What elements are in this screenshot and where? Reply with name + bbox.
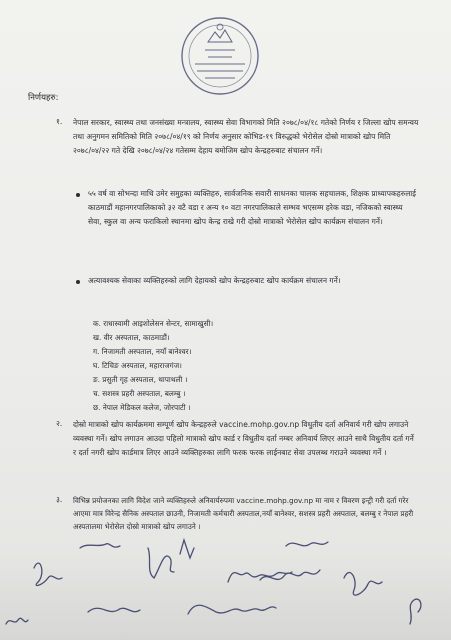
- list-item: छ. नेपाल मेडिकल कलेज, जोरपाटी ।: [93, 403, 191, 412]
- vaccination-centers-list: [93, 317, 213, 415]
- signature: [344, 573, 382, 596]
- signature: [80, 544, 120, 548]
- decision-paragraph: विभिन्न प्रयोजनका लागि विदेश जाने व्यक्तिहरुले अनिवार्यरुपमा vaccine.mohp.gov.np मा नाम र विवरण इन्ट्री गरी दर्ता गरेर आएमा मात्र विरेन्द्र सैनिक अस्पताल छाउनी, निजामती कर्मचारी अस्पताल,नयाँ बानेश्वर, सशस्त्र प्रहरी अस्पताल, बलम्बु र नेपाल प्रहरी अस्पतालमा भेरोसेल दोस्रो मात्राको खोप लगाउने ।: [73, 496, 414, 531]
- bullet-icon: [76, 193, 80, 197]
- list-item: क. राधास्वामी आइशोलेसन सेन्टर, सामाखुसी।: [93, 319, 214, 328]
- signature: [88, 608, 140, 612]
- decisions-heading: निर्णयहरु:: [28, 93, 59, 103]
- list-item: ङ. प्रसुती गृह अस्पताल, थापाथली ।: [93, 375, 188, 384]
- signatures-area: [0, 528, 451, 640]
- item-number: २.: [56, 419, 63, 428]
- signature: [286, 542, 328, 546]
- list-item: च. सशस्त्र प्रहरी अस्पताल, बलम्बु ।: [93, 389, 186, 398]
- decision-paragraph: दोस्रो मात्राको खोप कार्यक्रममा सम्पूर्ण खोप केन्द्रहरुले vaccine.mohp.gov.np विधुतीय दर्ता अनिवार्य गरी खोप लगाउने व्यवस्था गर्ने। खोप लगाउन आउदा पहिलो मात्राको खोप कार्ड र विधुतीय दर्ता नम्बर अनिवार्य लिएर आउने साथै विधुतीय दर्ता गर्ने र दर्ता नगरी खोप कार्डमात्र लिएर आउने व्यक्तिहरुका लागि फरक फरक लाईनबाट सेवा उपलब्ध गराउने व्यवस्था गर्ने ।: [73, 420, 414, 457]
- signature: [260, 570, 320, 580]
- item-number: १.: [56, 117, 63, 126]
- list-item: ख. वीर अस्पताल, काठमाडौं।: [93, 333, 170, 342]
- decision-paragraph: नेपाल सरकार, स्वास्थ्य तथा जनसंख्या मन्त्रालय, स्वास्थ्य सेवा विभागको मिति २०७८/०४/१८ गतेको निर्णय र जिल्ला खोप समन्वय तथा अनुगमन समितिको मिति २०७८/०४/१९ को निर्णय अनुसार कोभिड-१९ विरुद्धको भेरोसेल दोस्रो मात्राको खोप मिति २०७८/०४/२२ गते देखि २०७८/०४/२४ गतेसम्म देहाय बमोजिम खोप केन्द्रहरुबाट संचालन गर्ने।: [73, 118, 419, 155]
- bullet-paragraph: ५५ वर्ष वा सोभन्दा माथि उमेर समुहका व्यक्तिहरु, सार्वजनिक सवारी साधनका चालक सहचालक, शिक्षक प्राध्यापकहरुलाई काठमाडौं महानगरपालिकाको ३२ वटै वडा र अन्य १० वटा नगरपालिकाले सम्भव भएसम्म हरेक वडा, नजिकको स्वास्थ्य सेवा, स्कुल वा अन्य फराकिलो स्थानमा खोप केन्द्र राखे गरी दोस्रो मात्राको भेरोसेल खोप कार्यक्रम संचालन गर्ने।: [88, 189, 416, 226]
- signature: [6, 618, 28, 624]
- signature: [410, 599, 421, 624]
- signature: [188, 605, 276, 614]
- signature: [148, 548, 174, 578]
- office-seal: [175, 14, 265, 106]
- list-item: घ. टिचिङ अस्पताल, महाराजगंज।: [93, 361, 182, 370]
- signature: [34, 563, 62, 585]
- signature: [180, 540, 194, 558]
- bullet-paragraph: अत्यावश्यक सेवाका व्यक्तिहरुको लागि देहायको खोप केन्द्रहरुबाट खोप कार्यक्रम संचालन गर्ने।: [88, 276, 341, 285]
- list-item: ग. निजामती अस्पताल, नयाँ बानेश्वर।: [93, 347, 192, 356]
- item-number: ३.: [56, 495, 63, 504]
- bullet-icon: [76, 280, 80, 284]
- emblem-icon: [208, 24, 232, 42]
